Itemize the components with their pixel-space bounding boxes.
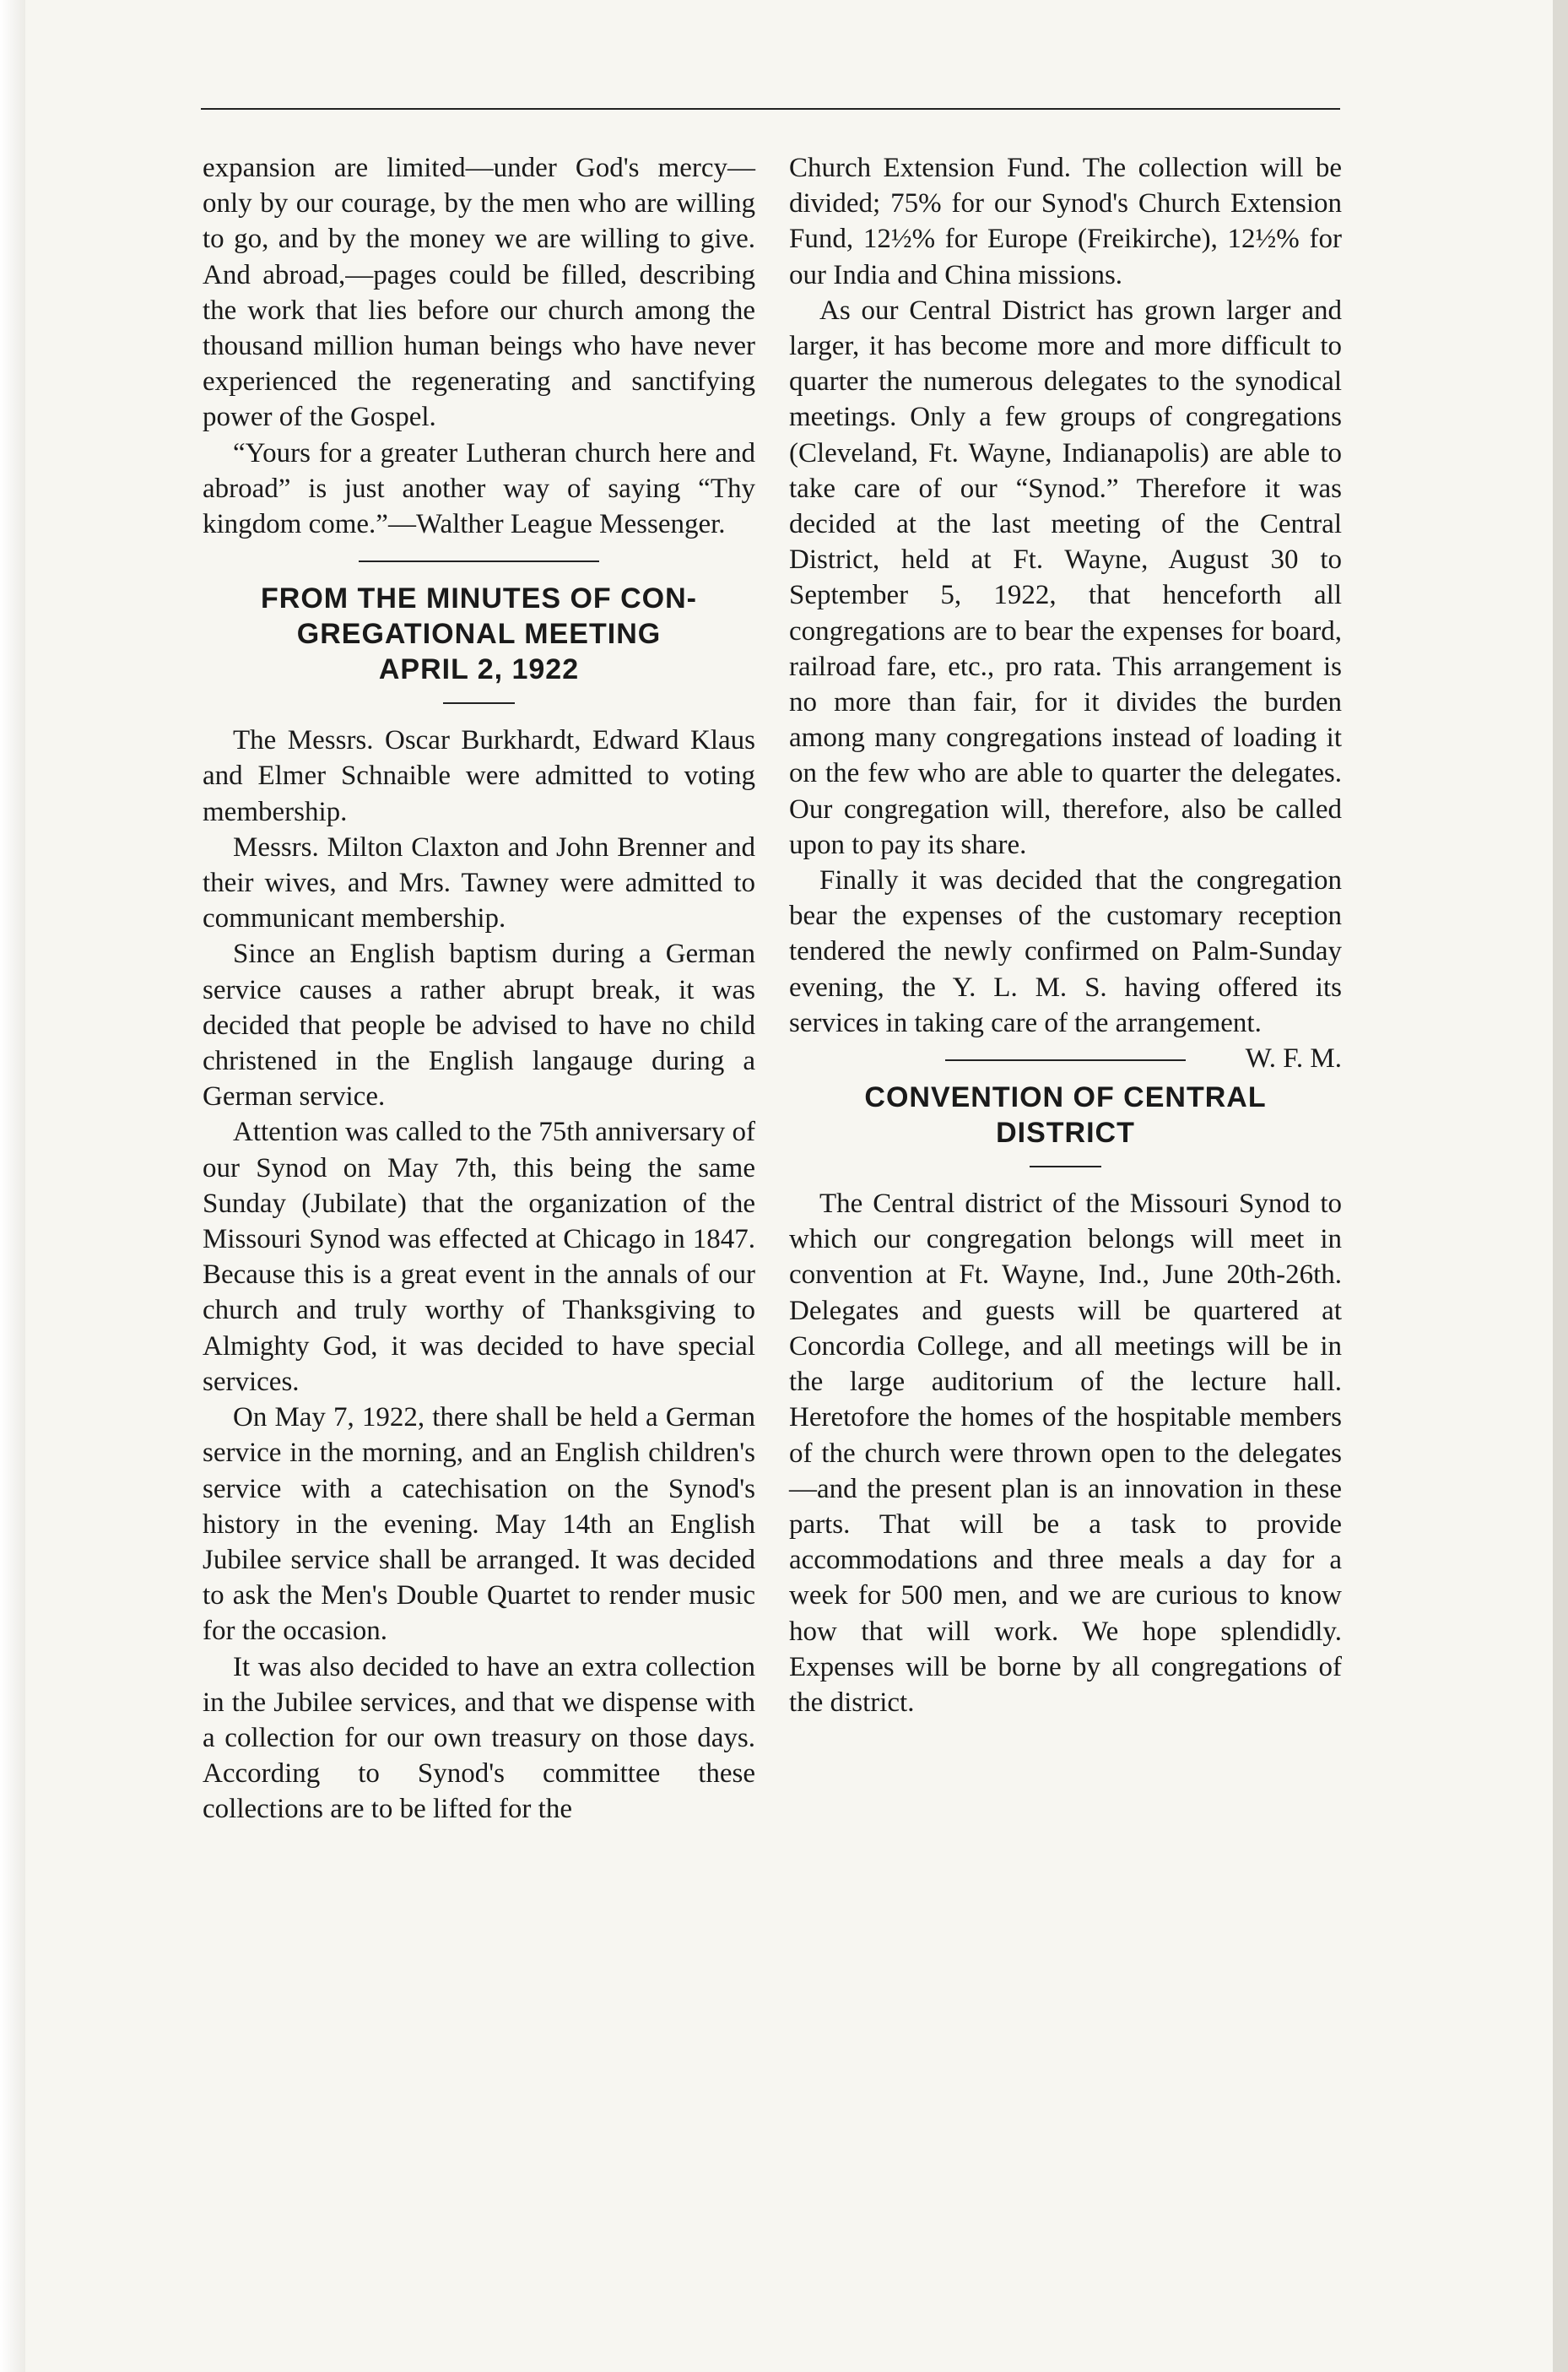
heading-line: CONVENTION OF CENTRAL [864,1081,1267,1114]
paragraph: On May 7, 1922, there shall be held a German service in the morning, and an English children's service with a catechisation on the Synod's history in the evening. May 14th an English Jubilee service shall be arranged. It was decided to ask the Men's Double Quartet to render music for the occasion. [203,1402,755,1647]
paragraph: Attention was called to the 75th anniversary of our Synod on May 7th, this being the same Sunday (Jubilate) that the organization of the Missouri Synod was effected at Chicago in 1847. Because this is a great event in the annals of our church and truly worthy of Thanksgiving to Almighty God, it was decided to have special services. [203,1117,755,1397]
paragraph: Messrs. Milton Claxton and John Brenner and their wives, and Mrs. Tawney were admitted to communicant membership. [203,831,755,934]
section-heading-convention [789,1080,1342,1151]
paragraph [789,863,1342,1075]
signature: W. F. M. [1245,1043,1342,1075]
paragraph: Church Extension Fund. The collection will be divided; 75% for our Synod's Church Extension Fund, 12½% for Europe (Freikirche), 12½% for our India and China missions. [789,153,1342,290]
page-left-edge [0,0,25,2372]
heading-line: APRIL 2, 1922 [378,653,580,686]
page-right-edge [1553,0,1568,2372]
section-divider [945,1059,1186,1061]
right-column [789,150,1342,1720]
paragraph-text: Finally it was decided that the congregation bear the expenses of the customary reception tendered the newly confirmed on Palm-Sunday evening, the Y. L. M. S. having offered its services in taking care of the arrangement. [789,865,1342,1038]
paragraph: The Central district of the Missouri Synod to which our congregation belongs will meet in convention at Ft. Wayne, Ind., June 20th-26th. Delegates and guests will be quartered at Concordia College, and all meetings will be in the large auditorium of the lecture hall. Heretofore the homes of the hospitable members of the church were thrown open to the delegates—and the present plan is an innovation in these parts. That will be a task to provide accommodations and three meals a day for a week for 500 men, and we are curious to know how that will work. We hope splendidly. Expenses will be borne by all congregations of the district. [789,1189,1342,1718]
left-column [203,150,755,1828]
heading-underline [443,702,515,704]
paragraph: “Yours for a greater Lutheran church here and abroad” is just another way of saying “Thy kingdom come.”—Walther League Messenger. [203,437,755,540]
heading-line: DISTRICT [996,1117,1135,1150]
paragraph: Since an English baptism during a German service causes a rather abrupt break, it was decided that people be advised to have no child christened in the English langauge during a German service. [203,939,755,1113]
heading-underline [1030,1166,1101,1167]
paragraph: It was also decided to have an extra collection in the Jubilee services, and that we dispense with a collection for our own treasury on those days. According to Synod's committee these collections are to be lifted for the [203,1651,755,1825]
paragraph: expansion are limited—under God's mercy—only by our courage, by the men who are willing to go, and by the money we are willing to give. And abroad,—pages could be filled, describing the work that lies before our church among the thousand million human beings who have never experienced the regenerating and sanctifying power of the Gospel. [203,153,755,433]
section-heading-minutes [203,581,755,687]
paragraph: As our Central District has grown larger and larger, it has become more and more difficult to quarter the numerous delegates to the synodical meetings. Only a few groups of congregations (Cleveland, Ft. Wayne, Indianapolis) are able to take care of our “Synod.” Therefore it was decided at the last meeting of the Central District, held at Ft. Wayne, August 30 to September 5, 1922, that henceforth all congregations are to bear the expenses for board, railroad fare, etc., pro rata. This arrangement is no more than fair, for it divides the burden among many congregations instead of loading it on the few who are able to quarter the delegates. Our congregation will, therefore, also be called upon to pay its share. [789,295,1342,860]
heading-line: FROM THE MINUTES OF CON- [261,582,697,615]
top-rule [201,108,1340,110]
heading-line: GREGATIONAL MEETING [296,618,662,651]
section-divider [359,561,599,562]
paragraph: The Messrs. Oscar Burkhardt, Edward Klaus and Elmer Schnaible were admitted to voting membership. [203,725,755,827]
